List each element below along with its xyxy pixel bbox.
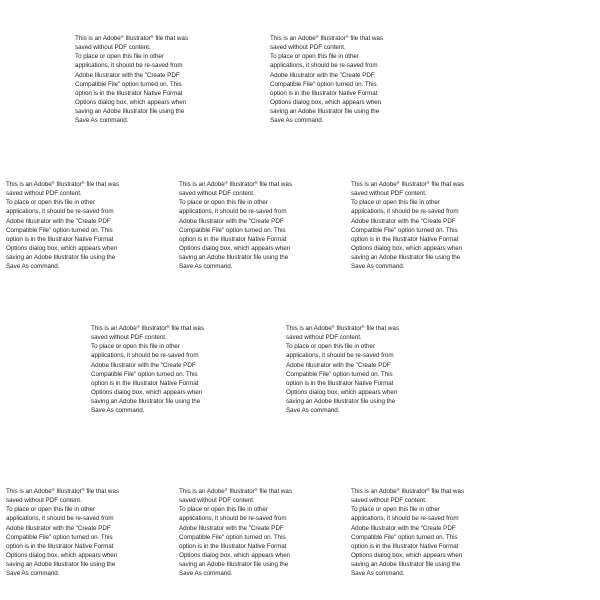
notice-line: saved without PDF content.: [179, 497, 255, 505]
notice-line: To place or open this file in other: [351, 506, 440, 514]
notice-line: Options dialog box, which appears when: [351, 551, 463, 559]
notice-line: Save As command.: [351, 570, 405, 578]
notice-line: Compatible File" option turned on. This: [351, 533, 458, 541]
notice-line: saved without PDF content.: [6, 190, 82, 198]
notice-line: To place or open this file in other: [351, 199, 440, 207]
notice-line: This is an Adobe® Illustrator® file that was: [351, 180, 464, 188]
notice-line: option is in the Illustrator Native Format: [179, 542, 287, 550]
notice-line: This is an Adobe® Illustrator® file that was: [351, 487, 464, 495]
notice-line: Adobe Illustrator with the "Create PDF: [286, 361, 391, 369]
pdf-content-notice: [351, 487, 481, 578]
notice-line: applications, it should be re-saved from: [91, 352, 199, 360]
notice-line: Save As command.: [91, 407, 145, 415]
notice-line: applications, it should be re-saved from: [75, 62, 183, 70]
notice-line: Compatible File" option turned on. This: [270, 80, 377, 88]
notice-line: saving an Adobe Illustrator file using the: [91, 398, 201, 406]
notice-line: Compatible File" option turned on. This: [6, 533, 113, 541]
notice-line: applications, it should be re-saved from: [286, 352, 394, 360]
notice-line: option is in the Illustrator Native Format: [179, 235, 287, 243]
notice-line: This is an Adobe® Illustrator® file that was: [286, 324, 399, 332]
notice-line: saved without PDF content.: [75, 44, 151, 52]
notice-line: Adobe Illustrator with the "Create PDF: [6, 524, 111, 532]
notice-line: Adobe Illustrator with the "Create PDF: [91, 361, 196, 369]
notice-line: To place or open this file in other: [75, 53, 164, 61]
notice-line: saved without PDF content.: [179, 190, 255, 198]
notice-line: saving an Adobe Illustrator file using the: [75, 108, 185, 116]
notice-line: option is in the Illustrator Native Format: [270, 89, 378, 97]
notice-line: applications, it should be re-saved from: [6, 208, 114, 216]
notice-line: Adobe Illustrator with the "Create PDF: [351, 217, 456, 225]
notice-line: saving an Adobe Illustrator file using the: [286, 398, 396, 406]
notice-line: option is in the Illustrator Native Format: [6, 235, 114, 243]
notice-line: saving an Adobe Illustrator file using the: [6, 254, 116, 262]
notice-line: Adobe Illustrator with the "Create PDF: [179, 524, 284, 532]
pdf-content-notice: [179, 180, 309, 271]
notice-line: Options dialog box, which appears when: [75, 98, 187, 106]
notice-line: Options dialog box, which appears when: [6, 244, 118, 252]
notice-line: Options dialog box, which appears when: [351, 244, 463, 252]
notice-line: This is an Adobe® Illustrator® file that was: [6, 487, 119, 495]
notice-line: To place or open this file in other: [286, 343, 375, 351]
notice-line: saving an Adobe Illustrator file using the: [6, 561, 116, 569]
notice-line: To place or open this file in other: [179, 506, 268, 514]
notice-line: applications, it should be re-saved from: [351, 515, 459, 523]
notice-line: Save As command.: [6, 263, 60, 271]
notice-line: Save As command.: [179, 263, 233, 271]
notice-line: Compatible File" option turned on. This: [91, 370, 198, 378]
notice-line: saved without PDF content.: [6, 497, 82, 505]
pdf-content-notice: [6, 487, 136, 578]
notice-line: saving an Adobe Illustrator file using the: [351, 561, 461, 569]
pdf-content-notice: [351, 180, 481, 271]
notice-line: Compatible File" option turned on. This: [75, 80, 182, 88]
notice-line: Save As command.: [179, 570, 233, 578]
pdf-content-notice: [286, 324, 416, 415]
notice-line: Compatible File" option turned on. This: [179, 533, 286, 541]
notice-line: This is an Adobe® Illustrator® file that was: [75, 34, 188, 42]
notice-line: This is an Adobe® Illustrator® file that was: [270, 34, 383, 42]
notice-line: applications, it should be re-saved from: [179, 208, 287, 216]
pdf-content-notice: [179, 487, 309, 578]
notice-line: Options dialog box, which appears when: [179, 244, 291, 252]
notice-line: This is an Adobe® Illustrator® file that was: [179, 180, 292, 188]
notice-line: Compatible File" option turned on. This: [6, 226, 113, 234]
notice-line: saved without PDF content.: [91, 334, 167, 342]
pdf-content-notice: [91, 324, 221, 415]
notice-line: Options dialog box, which appears when: [286, 388, 398, 396]
notice-line: option is in the Illustrator Native Format: [6, 542, 114, 550]
notice-line: option is in the Illustrator Native Format: [91, 379, 199, 387]
notice-line: applications, it should be re-saved from: [6, 515, 114, 523]
notice-line: To place or open this file in other: [6, 199, 95, 207]
notice-line: option is in the Illustrator Native Format: [286, 379, 394, 387]
notice-line: Compatible File" option turned on. This: [179, 226, 286, 234]
notice-line: This is an Adobe® Illustrator® file that was: [91, 324, 204, 332]
notice-line: option is in the Illustrator Native Format: [75, 89, 183, 97]
notice-line: saved without PDF content.: [270, 44, 346, 52]
notice-line: saving an Adobe Illustrator file using the: [179, 561, 289, 569]
notice-line: To place or open this file in other: [270, 53, 359, 61]
notice-line: Adobe Illustrator with the "Create PDF: [179, 217, 284, 225]
notice-line: Adobe Illustrator with the "Create PDF: [270, 71, 375, 79]
notice-line: saved without PDF content.: [351, 497, 427, 505]
notice-line: Adobe Illustrator with the "Create PDF: [6, 217, 111, 225]
notice-line: option is in the Illustrator Native Format: [351, 235, 459, 243]
notice-line: option is in the Illustrator Native Format: [351, 542, 459, 550]
notice-line: Options dialog box, which appears when: [179, 551, 291, 559]
pdf-content-notice: [6, 180, 136, 271]
notice-line: saved without PDF content.: [286, 334, 362, 342]
notice-line: Compatible File" option turned on. This: [351, 226, 458, 234]
notice-line: saving an Adobe Illustrator file using the: [270, 108, 380, 116]
notice-line: Save As command.: [270, 117, 324, 125]
notice-line: applications, it should be re-saved from: [351, 208, 459, 216]
notice-line: To place or open this file in other: [179, 199, 268, 207]
pdf-content-notice: [270, 34, 400, 125]
notice-line: Adobe Illustrator with the "Create PDF: [75, 71, 180, 79]
notice-line: Compatible File" option turned on. This: [286, 370, 393, 378]
notice-line: Save As command.: [6, 570, 60, 578]
notice-line: applications, it should be re-saved from: [270, 62, 378, 70]
notice-line: saved without PDF content.: [351, 190, 427, 198]
notice-line: Options dialog box, which appears when: [6, 551, 118, 559]
notice-line: This is an Adobe® Illustrator® file that was: [179, 487, 292, 495]
notice-line: Options dialog box, which appears when: [91, 388, 203, 396]
notice-line: Options dialog box, which appears when: [270, 98, 382, 106]
notice-line: saving an Adobe Illustrator file using the: [179, 254, 289, 262]
notice-line: Save As command.: [351, 263, 405, 271]
notice-line: Save As command.: [75, 117, 129, 125]
notice-line: To place or open this file in other: [91, 343, 180, 351]
notice-line: applications, it should be re-saved from: [179, 515, 287, 523]
notice-line: Save As command.: [286, 407, 340, 415]
notice-line: This is an Adobe® Illustrator® file that was: [6, 180, 119, 188]
notice-line: Adobe Illustrator with the "Create PDF: [351, 524, 456, 532]
notice-line: saving an Adobe Illustrator file using the: [351, 254, 461, 262]
notice-line: To place or open this file in other: [6, 506, 95, 514]
pdf-content-notice: [75, 34, 205, 125]
